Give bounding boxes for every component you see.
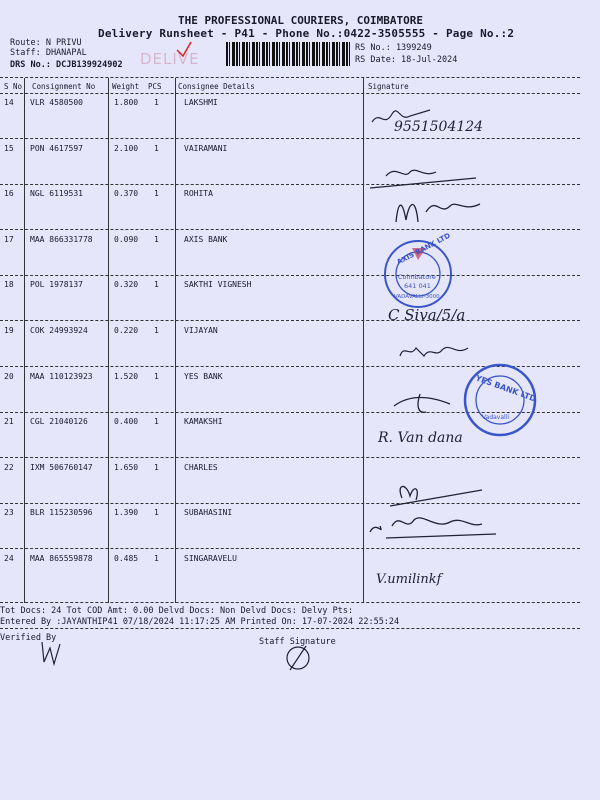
row-pcs: 1 (154, 554, 159, 563)
row-consignee: KAMAKSHI (184, 417, 223, 426)
col-divider (108, 78, 109, 603)
row-weight: 1.800 (114, 98, 139, 107)
col-consignment: Consignment No (32, 82, 96, 91)
col-consignee: Consignee Details (178, 82, 255, 91)
row-consignment-no: BLR 115230596 (30, 508, 93, 517)
row-divider (0, 457, 580, 458)
row-divider (0, 320, 580, 321)
row-sno: 17 (4, 235, 14, 244)
axis-stamp-branch: VADAVALLI-3000 (394, 294, 440, 300)
row-weight: 2.100 (114, 144, 139, 153)
barcode (226, 42, 352, 66)
row-divider (0, 548, 580, 549)
row-divider (0, 184, 580, 185)
col-divider (363, 78, 364, 603)
col-divider (24, 78, 25, 603)
drs-number: DRS No.: DCJB139924902 (10, 60, 123, 70)
signature-row19-tamil (398, 340, 478, 362)
row-pcs: 1 (154, 508, 159, 517)
row-weight: 0.400 (114, 417, 139, 426)
signature-row15 (366, 160, 486, 196)
verified-by-label: Verified By (0, 633, 57, 643)
col-pcs: PCS (148, 82, 162, 91)
verified-by-signature (36, 638, 66, 668)
row-weight: 0.220 (114, 326, 139, 335)
signature-row16 (390, 192, 490, 228)
row-consignee: YES BANK (184, 372, 223, 381)
table-top-rule (0, 77, 580, 78)
row-sno: 23 (4, 508, 14, 517)
row-weight: 1.520 (114, 372, 139, 381)
row-divider (0, 275, 580, 276)
row-weight: 0.090 (114, 235, 139, 244)
staff-label: Staff: DHANAPAL (10, 48, 87, 58)
row-pcs: 1 (154, 189, 159, 198)
row-weight: 0.370 (114, 189, 139, 198)
totals-line: Tot Docs: 24 Tot COD Amt: 0.00 Delvd Docs: Non Delvd Docs: Delvy Pts: (0, 606, 354, 616)
row-divider (0, 229, 580, 230)
row-consignee: AXIS BANK (184, 235, 228, 244)
axis-stamp-name: AXIS BANK LTD (395, 231, 452, 267)
row-consignee: SINGARAVELU (184, 554, 237, 563)
row-consignee: VAIRAMANI (184, 144, 228, 153)
row-consignment-no: VLR 4580500 (30, 98, 83, 107)
signature-row24: V.umilinkf (376, 572, 442, 587)
row-sno: 20 (4, 372, 14, 381)
col-divider (175, 78, 176, 603)
row-sno: 21 (4, 417, 14, 426)
row-consignment-no: NGL 6119531 (30, 189, 83, 198)
row-consignment-no: MAA 865559878 (30, 554, 93, 563)
row-consignee: VIJAYAN (184, 326, 218, 335)
row-pcs: 1 (154, 98, 159, 107)
header-bottom-rule (0, 93, 580, 94)
row-sno: 22 (4, 463, 14, 472)
rs-number: RS No.: 1399249 (355, 43, 432, 53)
row-sno: 19 (4, 326, 14, 335)
row-consignee: LAKSHMI (184, 98, 218, 107)
runsheet-subtitle: Delivery Runsheet - P41 - Phone No.:0422-3505555 - Page No.:2 (98, 27, 515, 40)
row-divider (0, 503, 580, 504)
row-pcs: 1 (154, 144, 159, 153)
document-title: THE PROFESSIONAL COURIERS, COIMBATORE (178, 14, 424, 27)
row-sno: 18 (4, 280, 14, 289)
row-consignee: CHARLES (184, 463, 218, 472)
signature-row19: C Siva/5/a (388, 306, 466, 324)
col-signature: Signature (368, 82, 409, 91)
axis-stamp-pin: 641 041 (404, 282, 431, 290)
entered-by-line: Entered By :JAYANTHIP41 07/18/2024 11:17:25 AM Printed On: 17-07-2024 22:55:24 (0, 617, 400, 627)
row-pcs: 1 (154, 463, 159, 472)
row-consignee: SAKTHI VIGNESH (184, 280, 252, 289)
yes-stamp-name: YES BANK LTD (474, 373, 538, 404)
row-weight: 1.650 (114, 463, 139, 472)
row-pcs: 1 (154, 280, 159, 289)
row-consignment-no: MAA 866331778 (30, 235, 93, 244)
row-consignment-no: IXM 506760147 (30, 463, 93, 472)
row-weight: 1.390 (114, 508, 139, 517)
footer-bottom-rule (0, 628, 580, 629)
row-consignee: SUBAHASINI (184, 508, 233, 517)
row-sno: 14 (4, 98, 14, 107)
row-pcs: 1 (154, 417, 159, 426)
row-consignment-no: CGL 21040126 (30, 417, 88, 426)
row-sno: 16 (4, 189, 14, 198)
row-weight: 0.485 (114, 554, 139, 563)
row-consignee: ROHITA (184, 189, 213, 198)
row-consignment-no: MAA 110123923 (30, 372, 93, 381)
row-pcs: 1 (154, 372, 159, 381)
col-sno: S No (4, 82, 23, 91)
staff-signature-label: Staff Signature (259, 637, 336, 647)
col-weight: Weight (112, 82, 140, 91)
row-pcs: 1 (154, 235, 159, 244)
signature-row21: R. Van dana (378, 430, 463, 446)
route-label: Route: N PRIVU (10, 38, 82, 48)
axis-stamp-city: Coimbatore (398, 273, 436, 281)
rs-date: RS Date: 18-Jul-2024 (355, 55, 458, 65)
red-tick-mark-icon (175, 40, 195, 60)
row-consignment-no: POL 1978137 (30, 280, 83, 289)
row-weight: 0.320 (114, 280, 139, 289)
footer-rule (0, 602, 580, 603)
row-sno: 15 (4, 144, 14, 153)
row-consignment-no: PON 4617597 (30, 144, 83, 153)
row-consignment-no: COK 24993924 (30, 326, 88, 335)
signature-row20 (390, 388, 470, 418)
yes-stamp-city: Vadavalli (482, 414, 510, 421)
staff-signature-mark (282, 640, 318, 680)
signature-row22 (386, 478, 486, 508)
signature-row23 (366, 508, 506, 542)
signature-row14-phone: 9551504124 (394, 119, 484, 135)
faint-delivered-stamp: DELIVE (140, 50, 200, 68)
row-sno: 24 (4, 554, 14, 563)
row-pcs: 1 (154, 326, 159, 335)
